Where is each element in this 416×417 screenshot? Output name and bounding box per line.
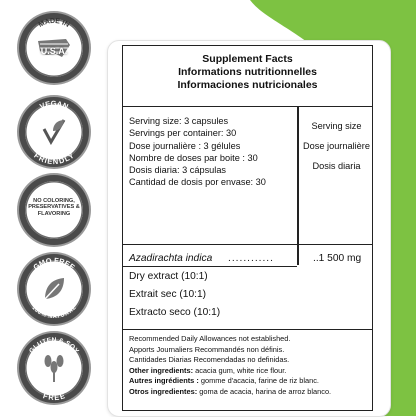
serving-line: Dosis diaria: 3 cápsulas [129, 165, 227, 176]
serving-line: Dose journalière : 3 gélules [129, 140, 241, 151]
serving-header: Serving size [311, 121, 362, 131]
badge-top-text: GLUTEN & SOY [28, 336, 80, 355]
badge-center-text: NO COLORING, PRESERVATIVES & FLAVORING [28, 198, 80, 217]
badge-top-text: MADE IN [37, 17, 71, 29]
svg-text:FRIENDLY [32, 151, 75, 166]
serving-line: Cantidad de dosis por envase: 30 [129, 177, 266, 188]
ingredient-name: Azadirachta indica [129, 253, 213, 264]
extract-line: Extracto seco (10:1) [129, 307, 221, 318]
facts-title [123, 46, 372, 102]
no-coloring-badge [19, 175, 89, 245]
leaf-icon [41, 275, 67, 303]
ingredient-dots: ............ [228, 253, 274, 264]
ingredient-separator [123, 266, 297, 267]
ingredient-section [123, 245, 372, 330]
serving-section [123, 106, 372, 245]
title-en: Supplement Facts [202, 53, 293, 65]
serving-info [129, 115, 294, 189]
svg-text:MADE IN [38, 18, 71, 29]
rda-note: Recommended Daily Allowances not established. [129, 334, 291, 343]
serving-headers [299, 107, 374, 244]
serving-header: Dosis diaria [312, 161, 361, 171]
made-in-usa-badge [19, 13, 89, 83]
other-ingredients-fr: Autres ingrédients : gomme d'acacia, farine de riz blanc. [129, 376, 319, 386]
rda-note: Cantidades Diarias Recomendadas no definidas. [129, 355, 290, 365]
leaf-check-icon [41, 117, 67, 145]
svg-text:100% NATURAL [30, 305, 78, 320]
serving-line: Nombre de doses par boite : 30 [129, 152, 258, 163]
grain-icon [42, 353, 66, 383]
extract-line: Extrait sec (10:1) [129, 289, 206, 300]
supplement-facts-box [122, 45, 373, 411]
gmo-free-badge [19, 254, 89, 324]
other-ingredients-es: Otros ingredientes: goma de acacia, harina de arroz blanco. [129, 386, 332, 396]
column-divider [297, 245, 299, 265]
badge-top-text: GMO FREE [31, 255, 77, 272]
serving-line: Serving size: 3 capsules [129, 116, 229, 126]
notes-section [129, 334, 372, 398]
badge-bottom-text: FREE [41, 391, 67, 403]
badge-center-text: U.S.A. [40, 46, 68, 56]
svg-text:VEGAN [38, 99, 69, 111]
title-es: Informaciones nutricionales [177, 79, 318, 91]
title-fr: Informations nutritionnelles [178, 66, 317, 78]
svg-text:FREE [42, 391, 66, 402]
serving-header: Dose journalière [303, 141, 370, 151]
badge-bottom-text: FRIENDLY [32, 150, 76, 167]
extract-line: Dry extract (10:1) [129, 271, 208, 282]
vegan-friendly-badge [19, 97, 89, 167]
badge-top-text: VEGAN [38, 98, 70, 112]
ingredient-amount: ..1 500 mg [313, 253, 362, 264]
svg-text:GMO FREE [31, 256, 76, 272]
other-ingredients-en: Other ingredients: acacia gum, white rice flour. [129, 365, 287, 375]
badge-bottom-text: 100% NATURAL [30, 305, 78, 321]
rda-note: Apports Journaliers Recommandés non définis. [129, 344, 285, 354]
serving-line: Servings per container: 30 [129, 128, 237, 139]
gluten-soy-free-badge [19, 333, 89, 403]
